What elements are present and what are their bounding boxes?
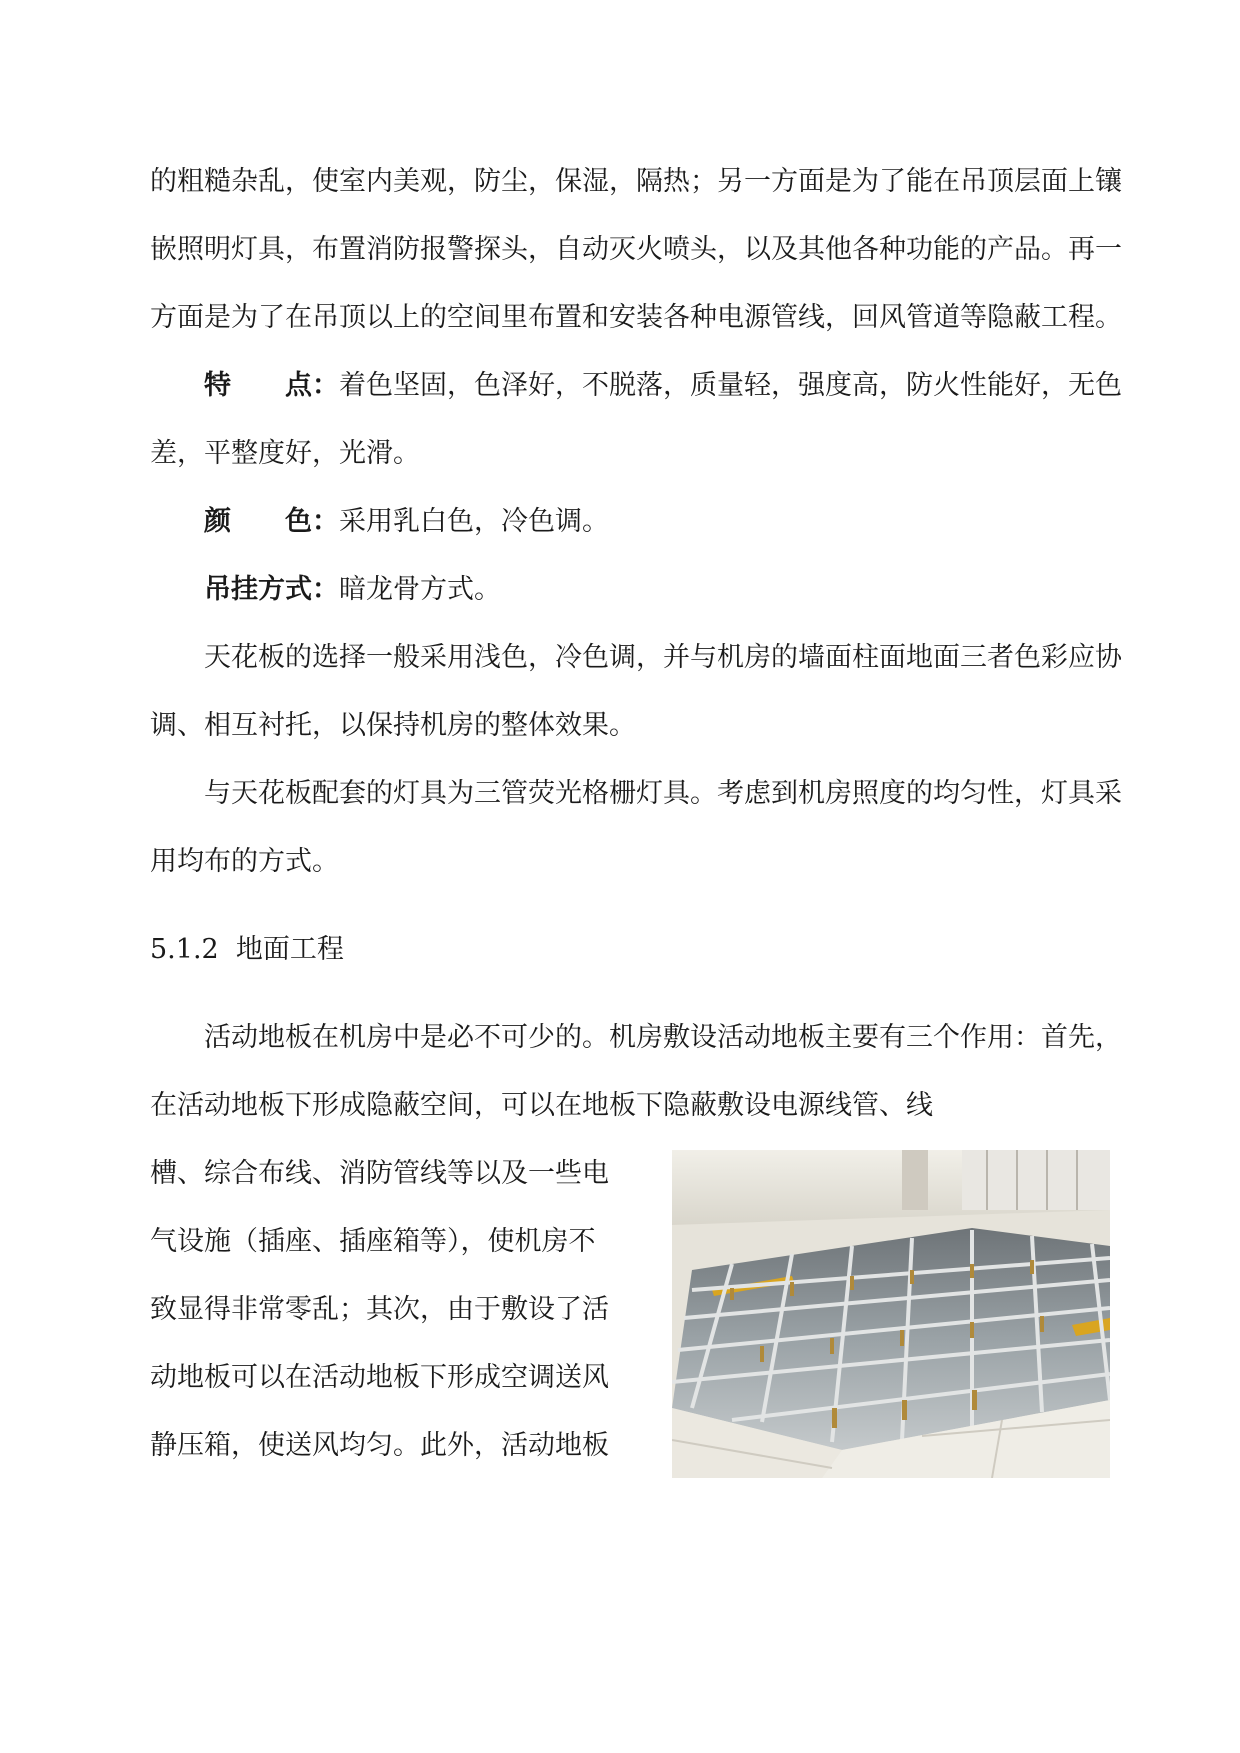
color-label: 颜 色： — [204, 506, 339, 537]
features-text: 着色坚固，色泽好，不脱落，质量轻，强度高，防火性能好，无色差，平整度好，光滑。 — [150, 370, 1122, 469]
wrap-line: 静压箱，使送风均匀。此外，活动地板 — [150, 1430, 609, 1461]
paragraph-lights: 与天花板配套的灯具为三管荧光格栅灯具。考虑到机房照度的均匀性，灯具采用均布的方式。 — [150, 778, 1122, 877]
paragraph-features — [150, 352, 1122, 488]
section-number: 5.1.2 — [150, 934, 219, 965]
floor-wrap-block — [150, 1140, 1122, 1480]
paragraph-ceiling-purpose: 的粗糙杂乱，使室内美观，防尘，保湿，隔热；另一方面是为了能在吊顶层面上镶嵌照明灯具，布置消防报警探头，自动灭火喷头，以及其他各种功能的产品。再一方面是为了在吊顶以上的空间里布置和安装各种电源管线，回风管道等隐蔽工程。 — [150, 166, 1122, 333]
raised-floor-photo — [672, 1150, 1110, 1478]
section-title: 地面工程 — [235, 934, 344, 965]
raised-floor-illustration — [672, 1150, 1110, 1478]
hanging-label: 吊挂方式： — [204, 574, 339, 605]
hanging-text: 暗龙骨方式。 — [339, 574, 501, 605]
wrap-line: 动地板可以在活动地板下形成空调送风 — [150, 1362, 609, 1393]
wrap-line: 气设施（插座、插座箱等），使机房不 — [150, 1226, 596, 1257]
paragraph-ceiling-color: 天花板的选择一般采用浅色，冷色调，并与机房的墙面柱面地面三者色彩应协调、相互衬托，以保持机房的整体效果。 — [150, 642, 1122, 741]
features-label: 特 点： — [204, 370, 339, 401]
wrap-line: 致显得非常零乱；其次，由于敷设了活 — [150, 1294, 609, 1325]
document-page — [150, 148, 1122, 1480]
paragraph-hanging — [150, 556, 1122, 624]
paragraph-floor-intro: 活动地板在机房中是必不可少的。机房敷设活动地板主要有三个作用：首先，在活动地板下形成隐蔽空间，可以在地板下隐蔽敷设电源线管、线 — [150, 1022, 1122, 1121]
wrap-line: 槽、综合布线、消防管线等以及一些电 — [150, 1158, 609, 1189]
floor-wrap-text — [150, 1140, 660, 1480]
color-text: 采用乳白色，冷色调。 — [339, 506, 609, 537]
section-heading — [150, 930, 1122, 970]
paragraph-color — [150, 488, 1122, 556]
